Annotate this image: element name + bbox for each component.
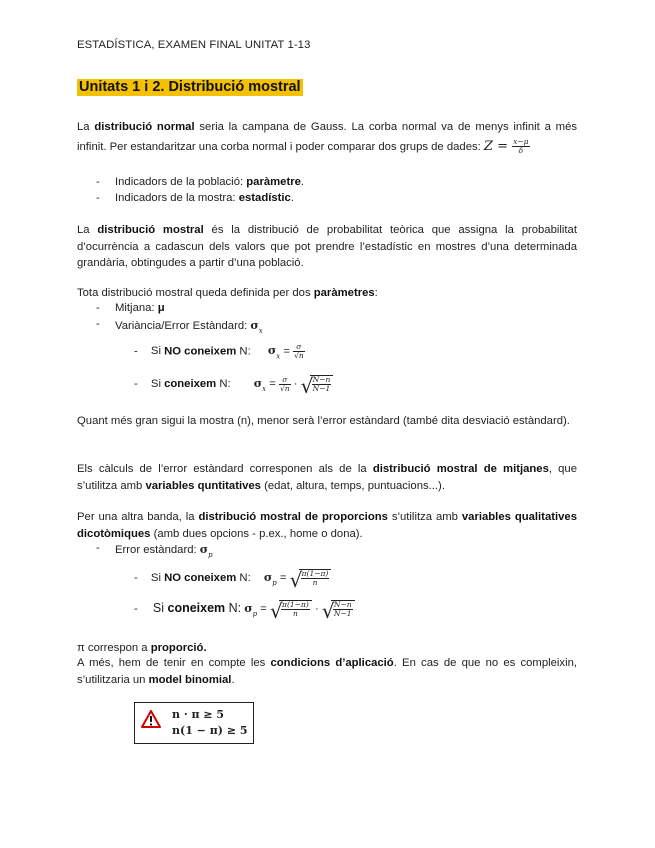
document-header: ESTADÍSTICA, EXAMEN FINAL UNITAT 1-13 [77, 39, 311, 51]
condition-1: n · π ≥ 5 [172, 708, 225, 721]
condition-2: n(1 − π) ≥ 5 [172, 724, 248, 737]
conditions-box [134, 702, 254, 744]
intro-paragraph: La distribució normal seria la campana de Gauss. La corba normal va de menys infinit a més infinit. Per estandaritzar una corba normal i poder comparar dos grups de dades: Z = $\frac{x-\mu}{\delta}$ [77, 121, 578, 155]
formula-prop-known: - Si coneixem N: $\sigma_p$ = √ $\frac{\pi(1-\pi)}{n}$ · √ $\frac{N-n}{N-1}$ [134, 600, 355, 618]
sample-size-note: Quant més gran sigui la mostra (n), menor serà l’error estàndard (també dita desviació estàndard). [77, 415, 570, 427]
indicator-sample: Indicadors de la mostra: estadístic. [115, 192, 294, 204]
conditions-paragraph: A més, hem de tenir en compte les condicions d’aplicació. En cas de que no es compleixin, s’utilitzaria un model binomial. [77, 657, 578, 686]
list-dash: - [96, 302, 100, 314]
pi-note: π correspon a proporció. [77, 642, 207, 654]
definition-paragraph: La distribució mostral és la distribució de probabilitat teòrica que assigna la probabilitat d’ocurrència a cadascun dels valors que pot prendre l’estadístic en mostres d’una determinada grandària, obtingudes a partir d’una població. [77, 224, 577, 269]
means-paragraph: Els càlculs de l’error estàndard corresponen als de la distribució mostral de mitjanes, que s’utilitza amb variables quntitatives (edat, altura, temps, puntuacions...). [77, 463, 577, 492]
proportions-paragraph: Per una altra banda, la distribució mostral de proporcions s’utilitza amb variables qualitatives dicotòmiques (amb dues opcions - p.ex., home o dona). [77, 511, 577, 540]
mean-item: Mitjana: μ [115, 302, 165, 314]
params-intro: Tota distribució mostral queda definida per dos paràmetres: [77, 287, 378, 299]
indicator-population: Indicadors de la població: paràmetre. [115, 176, 305, 188]
z-formula: Z = $\frac{x-\mu}{\delta}$ [483, 137, 529, 155]
list-dash: - [96, 542, 100, 554]
indicator-item: - [96, 176, 100, 188]
section-title: Unitats 1 i 2. Distribució mostral [79, 79, 301, 95]
formula-prop-unknown: - Si NO coneixem N: $\sigma_p$ = √ $\frac{\pi(1-\pi)}{n}$ [134, 569, 331, 587]
formula-mean-known: - Si coneixem N: $\sigma_x$ = $\frac{\sigma}{√n}$ · √ $\frac{N-n}{N-1}$ [134, 375, 333, 393]
variance-item: Variància/Error Estàndard: $\sigma_x$ [115, 318, 263, 335]
indicator-item: - [96, 192, 100, 204]
prop-error-item: Error estàndard: $\sigma_p$ [115, 542, 213, 559]
formula-mean-unknown: - Si NO coneixem N: $\sigma_x$ = $\frac{\sigma}{√n}$ [134, 342, 304, 361]
warning-icon [141, 710, 161, 728]
list-dash: - [96, 318, 100, 330]
